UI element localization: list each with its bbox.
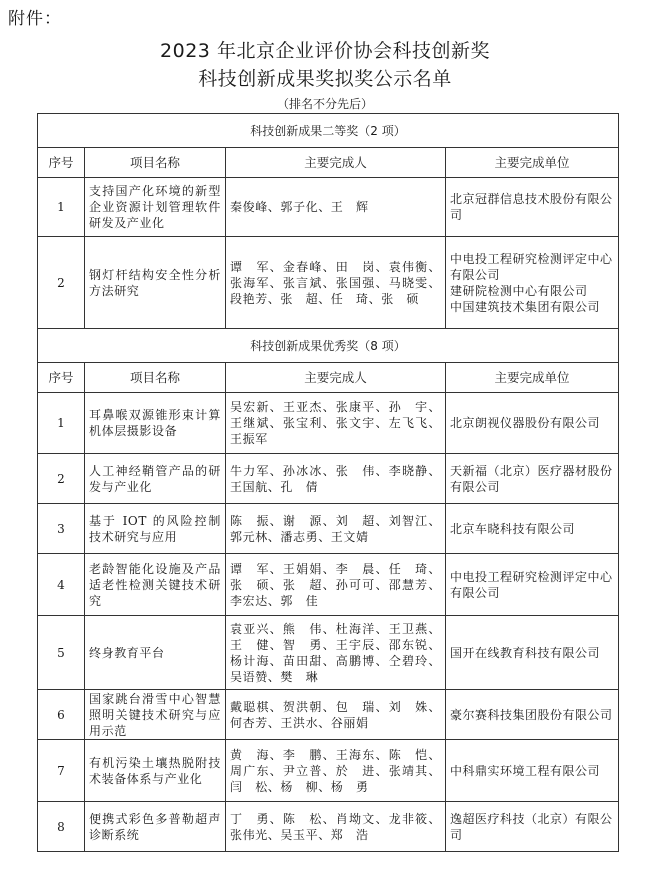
row-seq: 3 xyxy=(38,504,85,554)
row-unit: 天新福（北京）医疗器材股份有限公司 xyxy=(446,454,619,504)
row-project: 钢灯杆结构安全性分析方法研究 xyxy=(85,237,226,329)
row-unit: 中电投工程研究检测评定中心有限公司 xyxy=(446,554,619,616)
table-row xyxy=(38,740,619,802)
row-seq: 2 xyxy=(38,454,85,504)
row-seq: 6 xyxy=(38,690,85,740)
column-header-unit: 主要完成单位 xyxy=(446,148,619,178)
row-unit: 国开在线教育科技有限公司 xyxy=(446,616,619,690)
row-seq: 4 xyxy=(38,554,85,616)
row-seq: 7 xyxy=(38,740,85,802)
row-unit: 北京冠群信息技术股份有限公司 xyxy=(446,178,619,237)
table-row xyxy=(38,454,619,504)
row-people: 黄 海、李 鹏、王海东、陈 恺、周广东、尹立普、於 进、张靖其、闫 松、杨 柳、杨 勇 xyxy=(226,740,446,802)
table-row xyxy=(38,237,619,329)
row-unit: 中科鼎实环境工程有限公司 xyxy=(446,740,619,802)
section-title: 科技创新成果二等奖（2 项） xyxy=(38,114,619,148)
column-header-project: 项目名称 xyxy=(85,363,226,393)
section-title: 科技创新成果优秀奖（8 项） xyxy=(38,329,619,363)
row-seq: 8 xyxy=(38,802,85,852)
column-header-people: 主要完成人 xyxy=(226,148,446,178)
row-people: 袁亚兴、熊 伟、杜海洋、王卫燕、王 健、智 勇、王宇辰、邵东锐、杨计海、苗田甜、高鹏博、仝碧玲、吴语赞、樊 琳 xyxy=(226,616,446,690)
row-project: 终身教育平台 xyxy=(85,616,226,690)
table-row xyxy=(38,690,619,740)
column-header-seq: 序号 xyxy=(38,363,85,393)
row-people: 吴宏新、王亚杰、张康平、孙 宇、王继斌、张宝利、张文宇、左飞飞、王振军 xyxy=(226,393,446,454)
row-unit xyxy=(446,237,619,329)
column-header-project: 项目名称 xyxy=(85,148,226,178)
row-seq: 1 xyxy=(38,393,85,454)
row-unit-text: 中电投工程研究检测评定中心有限公司 建研院检测中心有限公司 中国建筑技术集团有限公司 xyxy=(450,251,613,314)
table-row xyxy=(38,802,619,852)
row-project: 支持国产化环境的新型企业资源计划管理软件研发及产业化 xyxy=(85,178,226,237)
order-note: （排名不分先后） xyxy=(276,97,373,111)
row-project: 有机污染土壤热脱附技术装备体系与产业化 xyxy=(85,740,226,802)
table-row xyxy=(38,554,619,616)
row-people: 陈 振、谢 源、刘 超、刘智江、郭元林、潘志勇、王文婧 xyxy=(226,504,446,554)
row-people: 秦俊峰、郭子化、王 辉 xyxy=(226,178,446,237)
table-row xyxy=(38,178,619,237)
row-people: 谭 军、王娟娟、李 晨、任 琦、张 硕、张 超、孙可可、邵慧芳、李宏达、郭 佳 xyxy=(226,554,446,616)
row-project: 耳鼻喉双源锥形束计算机体层摄影设备 xyxy=(85,393,226,454)
row-seq: 5 xyxy=(38,616,85,690)
column-header-people: 主要完成人 xyxy=(226,363,446,393)
row-unit: 北京朗视仪器股份有限公司 xyxy=(446,393,619,454)
row-project: 基于 IOT 的风险控制技术研究与应用 xyxy=(85,504,226,554)
row-seq: 1 xyxy=(38,178,85,237)
row-project: 国家跳台滑雪中心智慧照明关键技术研究与应用示范 xyxy=(85,690,226,740)
row-unit: 逸超医疗科技（北京）有限公司 xyxy=(446,802,619,852)
document-subtitle: 科技创新成果奖拟奖公示名单 xyxy=(198,68,452,90)
column-header-unit: 主要完成单位 xyxy=(446,363,619,393)
column-header-seq: 序号 xyxy=(38,148,85,178)
row-project: 人工神经鞘管产品的研发与产业化 xyxy=(85,454,226,504)
table-row xyxy=(38,504,619,554)
award-table xyxy=(37,113,619,852)
table-row xyxy=(38,616,619,690)
row-people: 牛力军、孙冰冰、张 伟、李晓静、王国航、孔 倩 xyxy=(226,454,446,504)
table-row xyxy=(38,393,619,454)
row-seq: 2 xyxy=(38,237,85,329)
row-unit: 豪尔赛科技集团股份有限公司 xyxy=(446,690,619,740)
attachment-label: 附件： xyxy=(8,9,62,29)
document-title: 2023 年北京企业评价协会科技创新奖 xyxy=(160,40,490,62)
row-people: 谭 军、金春峰、田 岗、袁伟衡、张海军、张言斌、张国强、马晓雯、段艳芳、张 超、任 琦、张 硕 xyxy=(226,237,446,329)
row-people: 丁 勇、陈 松、肖坳文、龙非筱、张伟光、吴玉平、郑 浩 xyxy=(226,802,446,852)
row-unit: 北京车晓科技有限公司 xyxy=(446,504,619,554)
row-project: 老龄智能化设施及产品适老性检测关键技术研究 xyxy=(85,554,226,616)
row-people: 戴聪棋、贺洪朝、包 瑞、刘 姝、何杏芳、王洪水、谷丽娟 xyxy=(226,690,446,740)
row-project: 便携式彩色多普勒超声诊断系统 xyxy=(85,802,226,852)
